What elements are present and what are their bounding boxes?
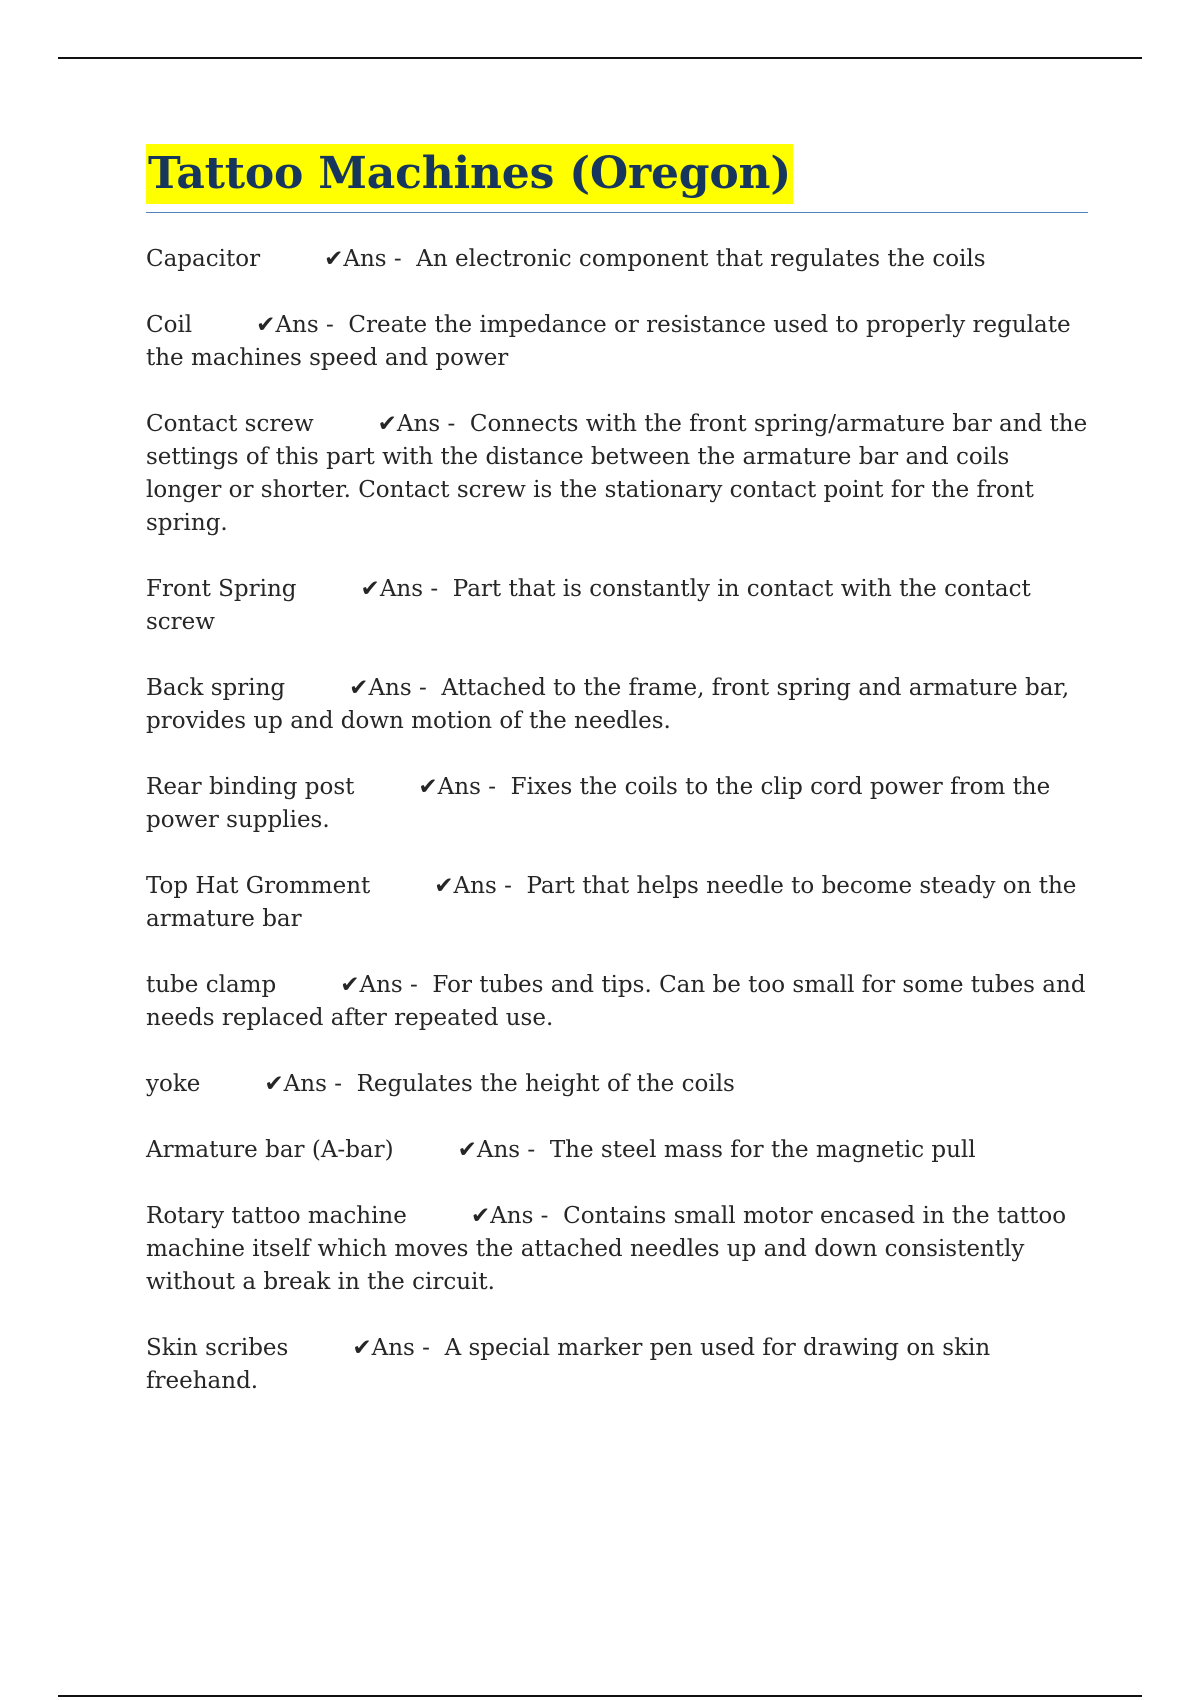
answer-marker: ✔Ans [418, 774, 481, 800]
qa-item [146, 408, 1088, 540]
title-block [146, 144, 1088, 213]
answer-separator: - [423, 576, 446, 602]
document-body [146, 144, 1088, 1431]
answer-separator: - [411, 675, 435, 701]
qa-term: Back spring [146, 675, 286, 701]
qa-term: tube clamp [146, 972, 277, 998]
answer-marker: ✔Ans [352, 1335, 415, 1361]
page-title: Tattoo Machines (Oregon) [146, 144, 793, 204]
qa-answer: For tubes and tips. Can be too small for some tubes and needs replaced after repeated use. [146, 972, 1086, 1031]
answer-marker: ✔Ans [377, 411, 441, 437]
answer-marker: ✔Ans [264, 1071, 327, 1097]
qa-item [146, 243, 1088, 276]
answer-marker: ✔Ans [340, 972, 403, 998]
qa-item [146, 309, 1088, 375]
qa-answer: Contains small motor encased in the tattoo machine itself which moves the attached needles up and down consistently without a break in the circuit. [146, 1203, 1067, 1295]
qa-item [146, 969, 1088, 1035]
answer-marker: ✔Ans [360, 576, 424, 602]
answer-separator: - [414, 1335, 438, 1361]
answer-separator: - [386, 246, 409, 272]
qa-term: Skin scribes [146, 1335, 289, 1361]
qa-term: Armature bar (A-bar) [146, 1137, 394, 1163]
qa-answer: A special marker pen used for drawing on skin freehand. [146, 1335, 991, 1394]
answer-separator: - [520, 1137, 543, 1163]
qa-term: Capacitor [146, 246, 261, 272]
qa-item [146, 672, 1088, 738]
qa-answer: Create the impedance or resistance used to properly regulate the machines speed and power [146, 312, 1071, 371]
qa-answer: The steel mass for the magnetic pull [549, 1137, 976, 1163]
answer-separator: - [496, 873, 520, 899]
qa-term: Contact screw [146, 411, 314, 437]
qa-item [146, 870, 1088, 936]
footer-rule [58, 1695, 1142, 1697]
qa-term: Rear binding post [146, 774, 355, 800]
answer-marker: ✔Ans [457, 1137, 521, 1163]
answer-marker: ✔Ans [324, 246, 387, 272]
answer-marker: ✔Ans [349, 675, 412, 701]
qa-term: Coil [146, 312, 193, 338]
qa-answer: Part that is constantly in contact with the contact screw [146, 576, 1031, 635]
qa-answer: Regulates the height of the coils [356, 1071, 735, 1097]
qa-term: yoke [146, 1071, 201, 1097]
qa-answer: An electronic component that regulates the coils [416, 246, 986, 272]
qa-term: Top Hat Gromment [146, 873, 371, 899]
answer-separator: - [402, 972, 426, 998]
qa-answer: Connects with the front spring/armature bar and the settings of this part with the distance between the armature bar and coils longer or shorter. Contact screw is the stationary contact point for the front spring. [146, 411, 1088, 536]
qa-term: Front Spring [146, 576, 297, 602]
qa-answer: Part that helps needle to become steady on the armature bar [146, 873, 1077, 932]
qa-item [146, 1068, 1088, 1101]
answer-marker: ✔Ans [470, 1203, 534, 1229]
qa-item [146, 1332, 1088, 1398]
qa-item [146, 1200, 1088, 1299]
qa-item [146, 573, 1088, 639]
answer-separator: - [533, 1203, 556, 1229]
header-rule [58, 57, 1142, 59]
qa-answer: Fixes the coils to the clip cord power from the power supplies. [146, 774, 1051, 833]
answer-separator: - [326, 1071, 350, 1097]
answer-marker: ✔Ans [434, 873, 497, 899]
answer-separator: - [440, 411, 463, 437]
qa-item [146, 771, 1088, 837]
qa-item [146, 1134, 1088, 1167]
answer-separator: - [480, 774, 504, 800]
qa-term: Rotary tattoo machine [146, 1203, 407, 1229]
qa-list [146, 243, 1088, 1398]
answer-separator: - [318, 312, 342, 338]
qa-answer: Attached to the frame, front spring and armature bar, provides up and down motion of the needles. [146, 675, 1070, 734]
answer-marker: ✔Ans [256, 312, 319, 338]
